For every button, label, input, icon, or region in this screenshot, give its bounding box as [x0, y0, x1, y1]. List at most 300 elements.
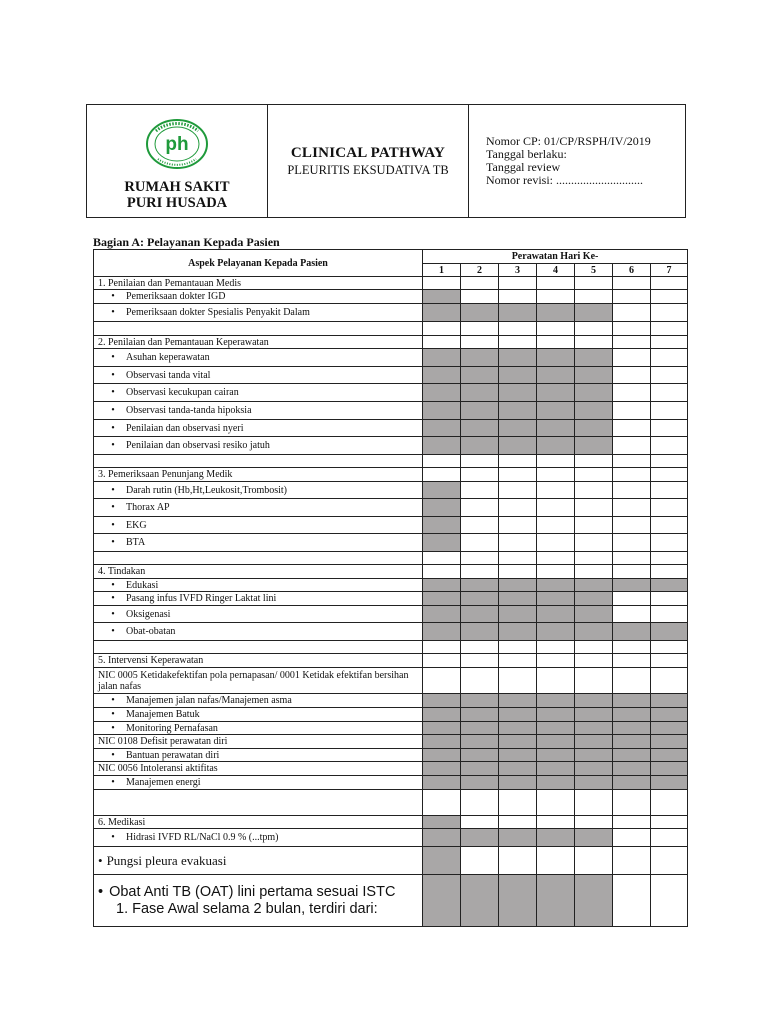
day-3-cell: [499, 565, 537, 579]
day-6-cell: [613, 606, 651, 623]
bullet-icon: •: [111, 626, 115, 637]
day-3-cell: [499, 437, 537, 455]
day-5-cell: [575, 641, 613, 654]
day-3-cell: [499, 349, 537, 367]
day-6-cell: [613, 455, 651, 468]
table-row: [94, 606, 688, 623]
day-3-cell: [499, 654, 537, 668]
day-7-cell: [651, 482, 688, 499]
aspect-label: Oksigenasi: [126, 608, 171, 620]
aspect-label: Manajemen energi: [126, 777, 201, 788]
bullet-icon: •: [98, 883, 104, 900]
day-4-cell: [537, 875, 575, 927]
day-5-cell: [575, 277, 613, 290]
bullet-icon: •: [111, 440, 115, 451]
day-6-cell: [613, 749, 651, 762]
table-row: [94, 592, 688, 606]
day-1-cell: [423, 336, 461, 349]
day-7-cell: [651, 336, 688, 349]
day-3-cell: [499, 776, 537, 790]
day-6-cell: [613, 762, 651, 776]
bullet-icon: •: [111, 405, 115, 416]
table-row: [94, 722, 688, 735]
table-row: [94, 708, 688, 722]
day-7-cell: [651, 349, 688, 367]
day-5-cell: [575, 623, 613, 641]
day-2-cell: [461, 336, 499, 349]
bullet-icon: •: [111, 608, 115, 620]
day-4-cell: [537, 694, 575, 708]
aspect-label: Hidrasi IVFD RL/NaCl 0.9 % (...tpm): [126, 832, 279, 843]
table-row: [94, 552, 688, 565]
aspect-cell: [94, 468, 423, 482]
pathway-title: CLINICAL PATHWAY: [290, 144, 446, 161]
day-3-cell: [499, 875, 537, 927]
day-6-cell: [613, 437, 651, 455]
day-3-cell: [499, 552, 537, 565]
day-6-cell: [613, 290, 651, 304]
day-5-cell: [575, 722, 613, 735]
table-row: [94, 776, 688, 790]
bullet-icon: •: [111, 422, 115, 434]
day-header-4: 4: [537, 264, 575, 277]
aspect-label: Manajemen jalan nafas/Manajemen asma: [126, 695, 292, 706]
day-1-cell: [423, 322, 461, 336]
day-6-cell: [613, 304, 651, 322]
day-4-cell: [537, 565, 575, 579]
aspect-cell: [94, 482, 423, 499]
aspect-label: Edukasi: [126, 579, 159, 591]
day-1-cell: [423, 420, 461, 437]
hospital-logo: [144, 117, 210, 171]
day-6-cell: [613, 420, 651, 437]
day-5-cell: [575, 565, 613, 579]
day-3-cell: [499, 790, 537, 816]
day-2-cell: [461, 277, 499, 290]
bullet-icon: •: [111, 593, 115, 604]
table-row: [94, 482, 688, 499]
day-6-cell: [613, 654, 651, 668]
aspect-cell: [94, 735, 423, 749]
bullet-icon: •: [111, 777, 115, 788]
day-4-cell: [537, 552, 575, 565]
day-6-cell: [613, 829, 651, 847]
aspect-cell: [94, 534, 423, 552]
day-5-cell: [575, 349, 613, 367]
day-6-cell: [613, 579, 651, 592]
day-5-cell: [575, 304, 613, 322]
aspect-label: 2. Penilaian dan Pemantauan Keperawatan: [98, 336, 269, 348]
aspect-cell: [94, 654, 423, 668]
day-6-cell: [613, 847, 651, 875]
meta-tanggal-berlaku: Tanggal berlaku:: [486, 147, 567, 161]
bullet-icon: •: [111, 749, 115, 761]
aspect-cell: [94, 277, 423, 290]
day-6-cell: [613, 790, 651, 816]
day-4-cell: [537, 762, 575, 776]
day-1-cell: [423, 749, 461, 762]
day-7-cell: [651, 499, 688, 517]
day-2-cell: [461, 654, 499, 668]
day-5-cell: [575, 762, 613, 776]
day-1-cell: [423, 579, 461, 592]
aspect-cell: [94, 722, 423, 735]
day-4-cell: [537, 468, 575, 482]
day-5-cell: [575, 847, 613, 875]
day-4-cell: [537, 641, 575, 654]
day-6-cell: [613, 565, 651, 579]
day-6-cell: [613, 735, 651, 749]
day-5-cell: [575, 694, 613, 708]
day-3-cell: [499, 694, 537, 708]
day-5-cell: [575, 499, 613, 517]
day-7-cell: [651, 579, 688, 592]
day-2-cell: [461, 749, 499, 762]
day-3-cell: [499, 735, 537, 749]
aspect-cell: [94, 420, 423, 437]
day-1-cell: [423, 829, 461, 847]
day-7-cell: [651, 606, 688, 623]
table-row: [94, 749, 688, 762]
aspect-label: Manajemen Batuk: [126, 709, 200, 720]
aspect-cell: [94, 565, 423, 579]
day-1-cell: [423, 735, 461, 749]
day-3-cell: [499, 277, 537, 290]
day-2-cell: [461, 790, 499, 816]
day-5-cell: [575, 290, 613, 304]
bullet-icon: •: [111, 722, 115, 734]
day-5-cell: [575, 708, 613, 722]
day-2-cell: [461, 420, 499, 437]
aspect-cell: [94, 336, 423, 349]
aspect-cell: [94, 847, 423, 875]
day-2-cell: [461, 482, 499, 499]
day-6-cell: [613, 367, 651, 384]
day-5-cell: [575, 322, 613, 336]
table-row: [94, 641, 688, 654]
day-6-cell: [613, 277, 651, 290]
day-4-cell: [537, 816, 575, 829]
day-6-cell: [613, 641, 651, 654]
aspect-cell: [94, 762, 423, 776]
aspect-label: Pemeriksaan dokter Spesialis Penyakit Dalam: [126, 307, 310, 318]
day-4-cell: [537, 534, 575, 552]
day-5-cell: [575, 552, 613, 565]
aspect-cell: [94, 875, 423, 927]
day-4-cell: [537, 749, 575, 762]
day-1-cell: [423, 816, 461, 829]
bullet-icon: •: [111, 709, 115, 720]
table-row: [94, 623, 688, 641]
bullet-icon: •: [111, 369, 115, 381]
table-row: [94, 875, 688, 927]
day-2-cell: [461, 875, 499, 927]
day-2-cell: [461, 455, 499, 468]
table-row: [94, 668, 688, 694]
day-4-cell: [537, 776, 575, 790]
day-7-cell: [651, 455, 688, 468]
day-2-cell: [461, 668, 499, 694]
day-1-cell: [423, 482, 461, 499]
day-1-cell: [423, 623, 461, 641]
day-2-cell: [461, 641, 499, 654]
aspect-cell: [94, 606, 423, 623]
day-5-cell: [575, 455, 613, 468]
aspect-cell: [94, 623, 423, 641]
day-4-cell: [537, 579, 575, 592]
day-5-cell: [575, 517, 613, 534]
day-1-cell: [423, 402, 461, 420]
day-7-cell: [651, 623, 688, 641]
day-5-cell: [575, 790, 613, 816]
day-1-cell: [423, 776, 461, 790]
aspect-label: Observasi kecukupan cairan: [126, 387, 239, 398]
day-header-3: 3: [499, 264, 537, 277]
aspect-cell: [94, 552, 423, 565]
table-row: [94, 468, 688, 482]
day-3-cell: [499, 290, 537, 304]
day-6-cell: [613, 336, 651, 349]
day-header-5: 5: [575, 264, 613, 277]
day-7-cell: [651, 322, 688, 336]
day-7-cell: [651, 517, 688, 534]
day-5-cell: [575, 402, 613, 420]
day-4-cell: [537, 420, 575, 437]
day-4-cell: [537, 722, 575, 735]
bullet-icon: •: [111, 579, 115, 591]
day-1-cell: [423, 875, 461, 927]
day-5-cell: [575, 735, 613, 749]
table-row: [94, 455, 688, 468]
day-5-cell: [575, 437, 613, 455]
day-3-cell: [499, 592, 537, 606]
aspect-label: Pungsi pleura evakuasi: [106, 853, 227, 868]
day-1-cell: [423, 290, 461, 304]
day-7-cell: [651, 552, 688, 565]
day-3-cell: [499, 641, 537, 654]
day-6-cell: [613, 482, 651, 499]
day-6-cell: [613, 875, 651, 927]
day-header-6: 6: [613, 264, 651, 277]
table-row: [94, 336, 688, 349]
day-6-cell: [613, 552, 651, 565]
day-3-cell: [499, 762, 537, 776]
day-7-cell: [651, 420, 688, 437]
bullet-icon: •: [111, 387, 115, 398]
logo-initials: ph: [165, 134, 189, 155]
table-row: [94, 735, 688, 749]
day-3-cell: [499, 455, 537, 468]
day-4-cell: [537, 847, 575, 875]
day-5-cell: [575, 654, 613, 668]
day-4-cell: [537, 384, 575, 402]
aspect-label: NIC 0005 Ketidakefektifan pola pernapasan/ 0001 Ketidak efektifan bersihan jalan nafas: [98, 669, 409, 692]
day-2-cell: [461, 304, 499, 322]
day-1-cell: [423, 790, 461, 816]
day-7-cell: [651, 565, 688, 579]
day-4-cell: [537, 349, 575, 367]
aspect-cell: [94, 384, 423, 402]
document-meta: [469, 105, 685, 217]
day-1-cell: [423, 694, 461, 708]
aspect-cell: [94, 322, 423, 336]
day-6-cell: [613, 384, 651, 402]
bullet-icon: •: [111, 502, 115, 513]
aspect-cell: [94, 304, 423, 322]
aspect-label: 3. Pemeriksaan Penunjang Medik: [98, 469, 233, 480]
day-2-cell: [461, 349, 499, 367]
aspect-cell: [94, 790, 423, 816]
day-4-cell: [537, 829, 575, 847]
day-1-cell: [423, 384, 461, 402]
aspect-label: 4. Tindakan: [98, 566, 146, 577]
table-row: [94, 322, 688, 336]
aspect-cell: [94, 290, 423, 304]
day-7-cell: [651, 290, 688, 304]
day-1-cell: [423, 762, 461, 776]
day-1-cell: [423, 654, 461, 668]
day-3-cell: [499, 384, 537, 402]
document-header: [86, 104, 686, 218]
bullet-icon: •: [111, 484, 115, 496]
day-7-cell: [651, 816, 688, 829]
aspect-label: NIC 0056 Intoleransi aktifitas: [98, 763, 218, 774]
day-1-cell: [423, 606, 461, 623]
day-2-cell: [461, 517, 499, 534]
day-4-cell: [537, 654, 575, 668]
aspect-label: Penilaian dan observasi nyeri: [126, 422, 244, 434]
pathway-subtitle: PLEURITIS EKSUDATIVA TB: [287, 162, 449, 177]
day-6-cell: [613, 468, 651, 482]
day-3-cell: [499, 722, 537, 735]
day-1-cell: [423, 847, 461, 875]
table-row: [94, 437, 688, 455]
day-1-cell: [423, 722, 461, 735]
day-4-cell: [537, 304, 575, 322]
day-7-cell: [651, 749, 688, 762]
day-4-cell: [537, 322, 575, 336]
bullet-icon: •: [111, 352, 115, 363]
day-7-cell: [651, 790, 688, 816]
day-4-cell: [537, 277, 575, 290]
bullet-icon: •: [111, 519, 115, 531]
aspect-cell: [94, 517, 423, 534]
day-4-cell: [537, 336, 575, 349]
day-1-cell: [423, 437, 461, 455]
table-row: [94, 349, 688, 367]
day-4-cell: [537, 592, 575, 606]
day-4-cell: [537, 517, 575, 534]
aspect-label: 6. Medikasi: [98, 816, 146, 828]
pathway-table: [93, 249, 688, 927]
day-1-cell: [423, 349, 461, 367]
day-3-cell: [499, 304, 537, 322]
day-2-cell: [461, 708, 499, 722]
day-header-1: 1: [423, 264, 461, 277]
meta-nomor-revisi: Nomor revisi: .............................: [486, 173, 643, 187]
day-3-cell: [499, 420, 537, 437]
table-row: [94, 565, 688, 579]
aspect-label: Monitoring Pernafasan: [126, 722, 218, 734]
day-5-cell: [575, 829, 613, 847]
aspect-cell: [94, 694, 423, 708]
day-4-cell: [537, 790, 575, 816]
day-7-cell: [651, 534, 688, 552]
day-2-cell: [461, 694, 499, 708]
bullet-icon: •: [111, 537, 115, 548]
day-6-cell: [613, 708, 651, 722]
day-7-cell: [651, 847, 688, 875]
day-6-cell: [613, 592, 651, 606]
day-2-cell: [461, 762, 499, 776]
aspect-cell: [94, 349, 423, 367]
aspect-label: BTA: [126, 537, 146, 548]
day-2-cell: [461, 468, 499, 482]
aspect-cell: [94, 708, 423, 722]
day-2-cell: [461, 735, 499, 749]
day-2-cell: [461, 552, 499, 565]
day-7-cell: [651, 384, 688, 402]
day-7-cell: [651, 437, 688, 455]
day-6-cell: [613, 517, 651, 534]
day-1-cell: [423, 565, 461, 579]
day-5-cell: [575, 579, 613, 592]
day-6-cell: [613, 694, 651, 708]
day-3-cell: [499, 402, 537, 420]
day-7-cell: [651, 829, 688, 847]
day-4-cell: [537, 455, 575, 468]
day-7-cell: [651, 735, 688, 749]
day-7-cell: [651, 668, 688, 694]
day-2-cell: [461, 592, 499, 606]
day-6-cell: [613, 816, 651, 829]
day-5-cell: [575, 776, 613, 790]
day-7-cell: [651, 776, 688, 790]
table-row: [94, 762, 688, 776]
aspect-cell: [94, 641, 423, 654]
day-1-cell: [423, 367, 461, 384]
day-3-cell: [499, 336, 537, 349]
day-2-cell: [461, 290, 499, 304]
day-3-cell: [499, 816, 537, 829]
day-1-cell: [423, 499, 461, 517]
aspect-label: Pasang infus IVFD Ringer Laktat lini: [126, 593, 277, 604]
bullet-icon: •: [111, 695, 115, 706]
table-row: [94, 654, 688, 668]
hospital-name-line1: RUMAH SAKIT: [124, 179, 230, 195]
meta-tanggal-review: Tanggal review: [486, 160, 561, 174]
day-6-cell: [613, 776, 651, 790]
day-7-cell: [651, 304, 688, 322]
day-2-cell: [461, 579, 499, 592]
day-2-cell: [461, 829, 499, 847]
table-row: [94, 290, 688, 304]
aspect-cell: [94, 829, 423, 847]
day-7-cell: [651, 762, 688, 776]
bullet-icon: •: [111, 832, 115, 843]
day-6-cell: [613, 349, 651, 367]
aspect-sublabel: 1. Fase Awal selama 2 bulan, terdiri dari:: [116, 900, 378, 917]
table-row: [94, 847, 688, 875]
table-row: [94, 384, 688, 402]
day-6-cell: [613, 402, 651, 420]
day-1-cell: [423, 552, 461, 565]
day-3-cell: [499, 668, 537, 694]
table-row: [94, 790, 688, 816]
aspect-label: NIC 0108 Defisit perawatan diri: [98, 736, 228, 747]
day-2-cell: [461, 322, 499, 336]
day-header-7: 7: [651, 264, 688, 277]
